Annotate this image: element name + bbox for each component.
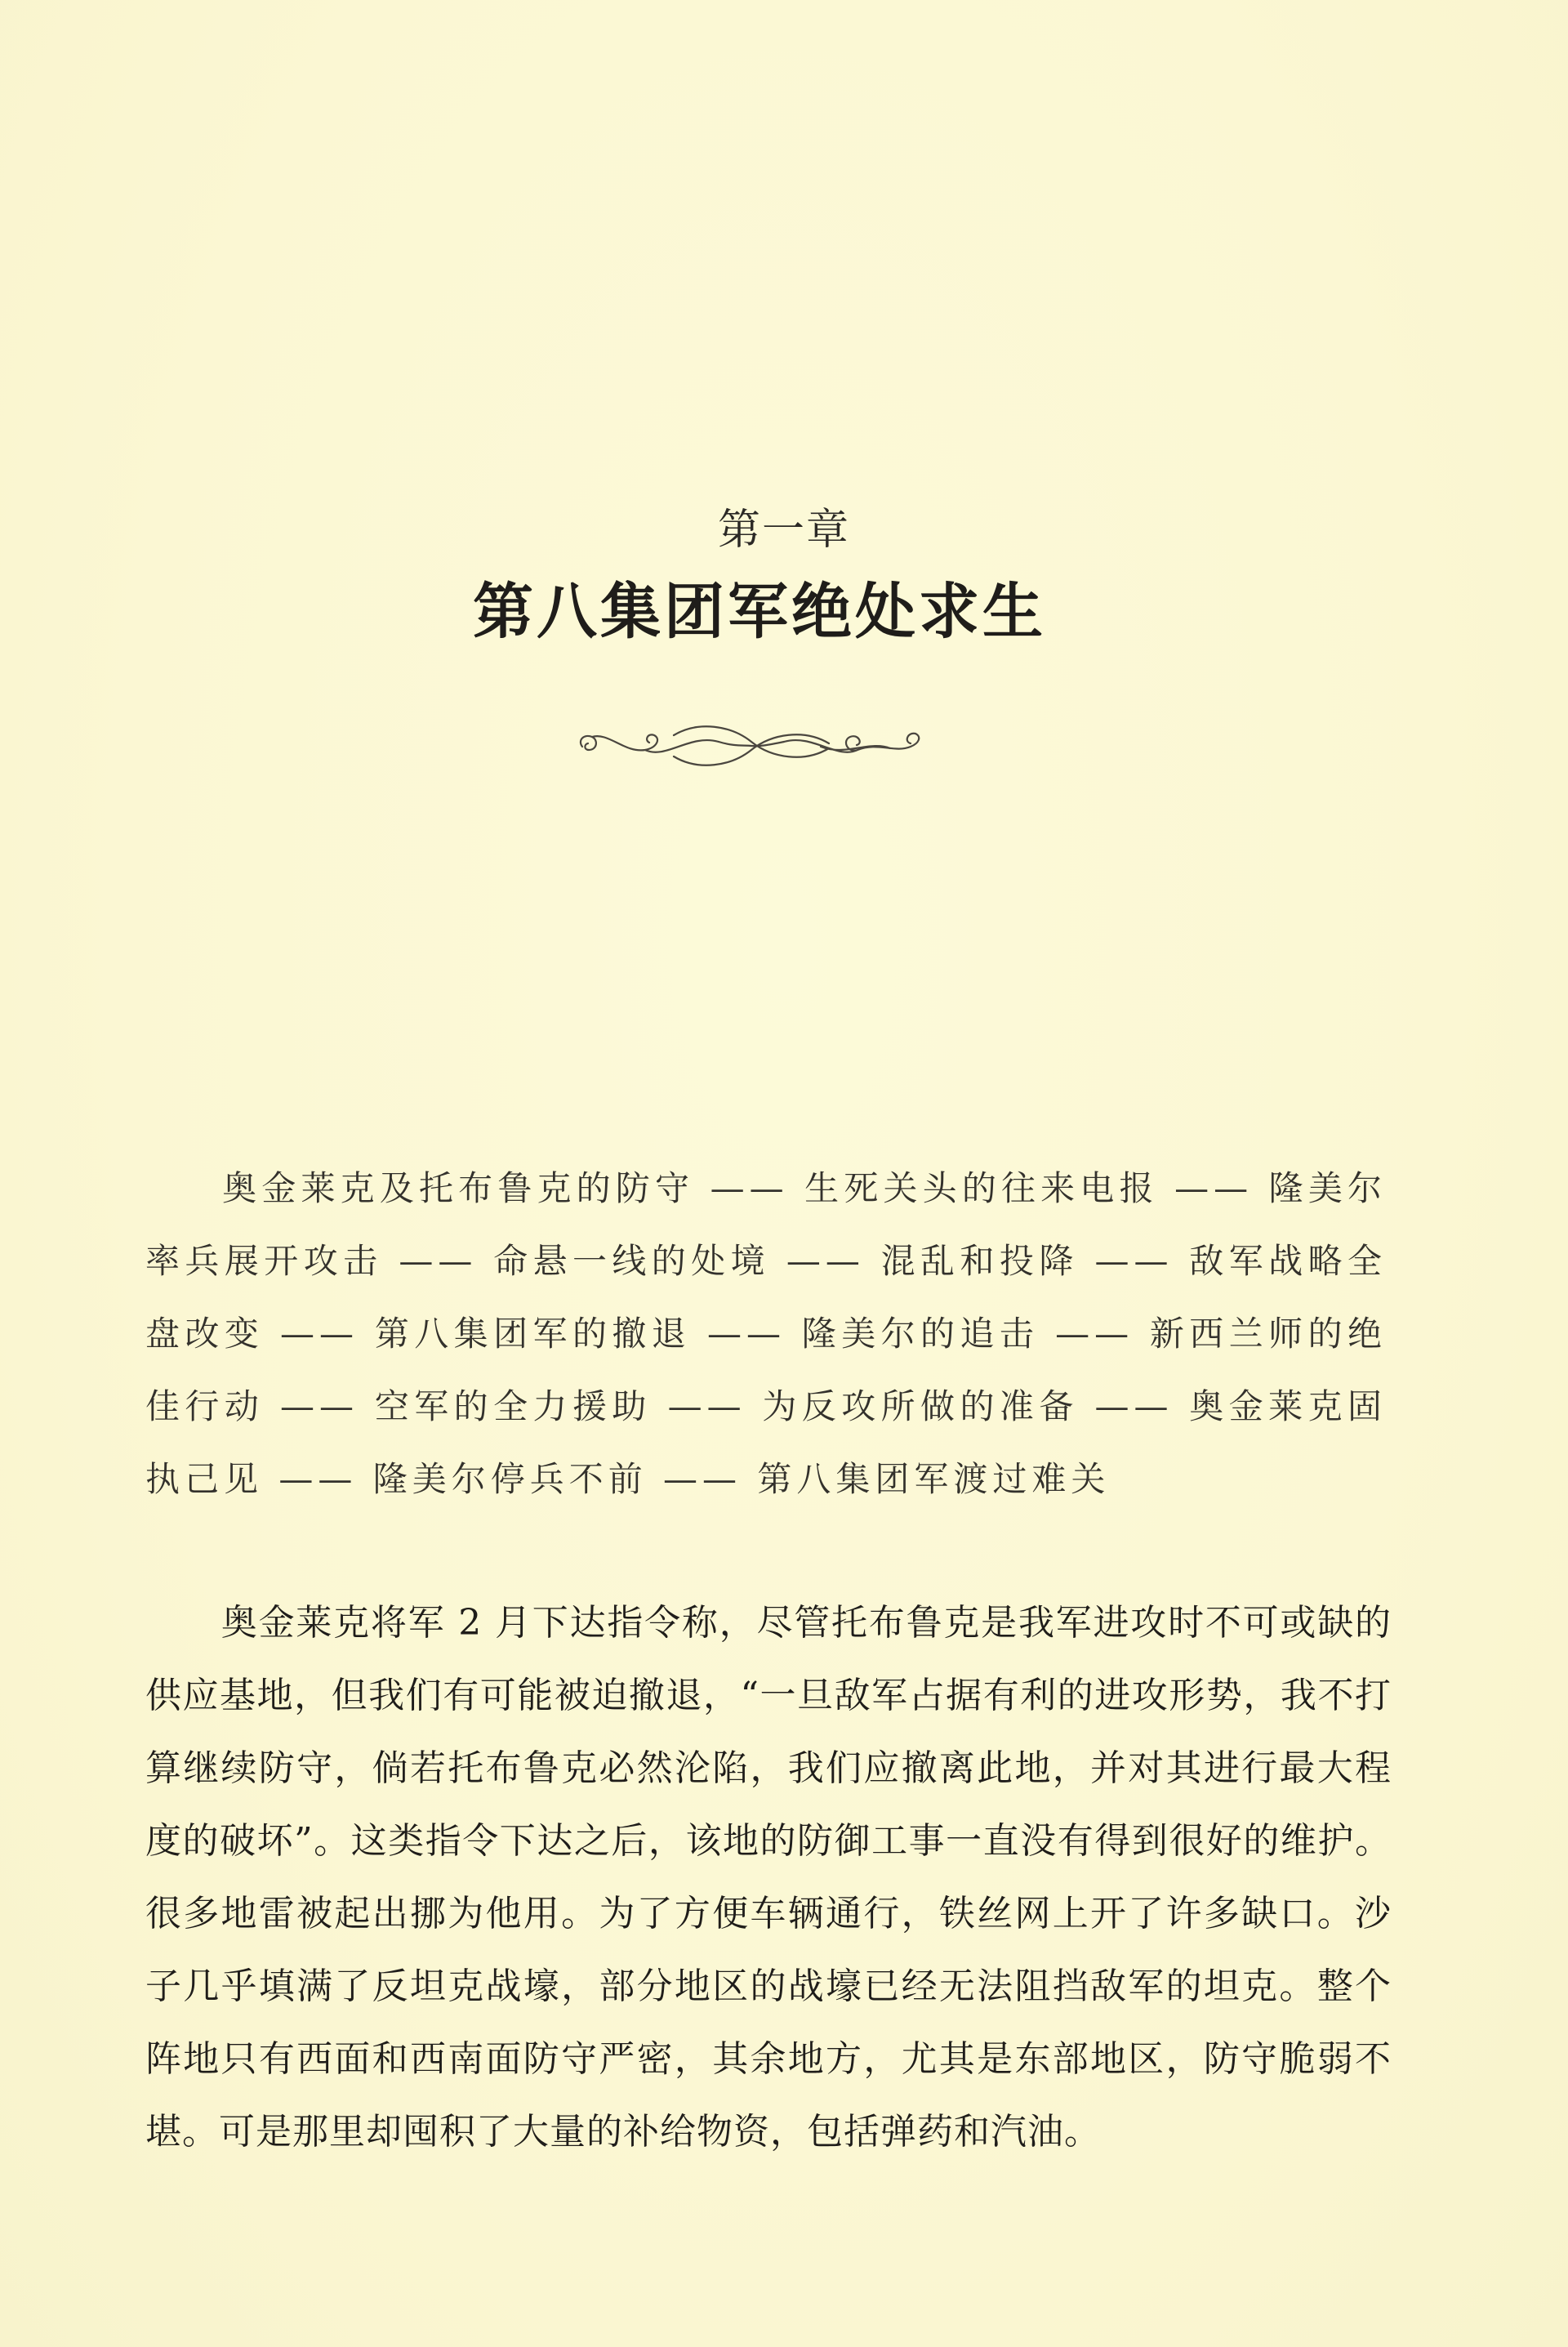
chapter-title: 第八集团军绝处求生 (473, 577, 1046, 647)
scroll-flourish-ornament-icon (576, 717, 927, 774)
chapter-summary-text: 奥金莱克及托布鲁克的防守 —— 生死关头的往来电报 —— 隆美尔率兵展开攻击 —— 命悬一线的处境 —— 混乱和投降 —— 敌军战略全盘改变 —— 第八集团军的撤退 —— 隆美尔的追击 —— 新西兰师的绝佳行动 —— 空军的全力援助 —— 为反攻所做的准备 —— 奥金莱克固执己见 —— 隆美尔停兵不前 —— 第八集团军渡过难关 (145, 1168, 1387, 1499)
body-paragraph-text: 奥金莱克将军 2 月下达指令称，尽管托布鲁克是我军进攻时不可或缺的供应基地，但我们有可能被迫撤退，“一旦敌军占据有利的进攻形势，我不打算继续防守，倘若托布鲁克必然沦陷，我们应撤离此地，并对其进行最大程度的破坏”。这类指令下达之后，该地的防御工事一直没有得到很好的维护。很多地雷被起出挪为他用。为了方便车辆通行，铁丝网上开了许多缺口。沙子几乎填满了反坦克战壕，部分地区的战壕已经无法阻挡敌军的坦克。整个阵地只有西面和西南面防守严密，其余地方，尤其是东部地区，防守脆弱不堪。可是那里却囤积了大量的补给物资，包括弹药和汽油。 (145, 1602, 1392, 2153)
body-paragraph (145, 1586, 1392, 2168)
chapter-summary (145, 1152, 1387, 1515)
chapter-number: 第一章 (717, 506, 850, 555)
